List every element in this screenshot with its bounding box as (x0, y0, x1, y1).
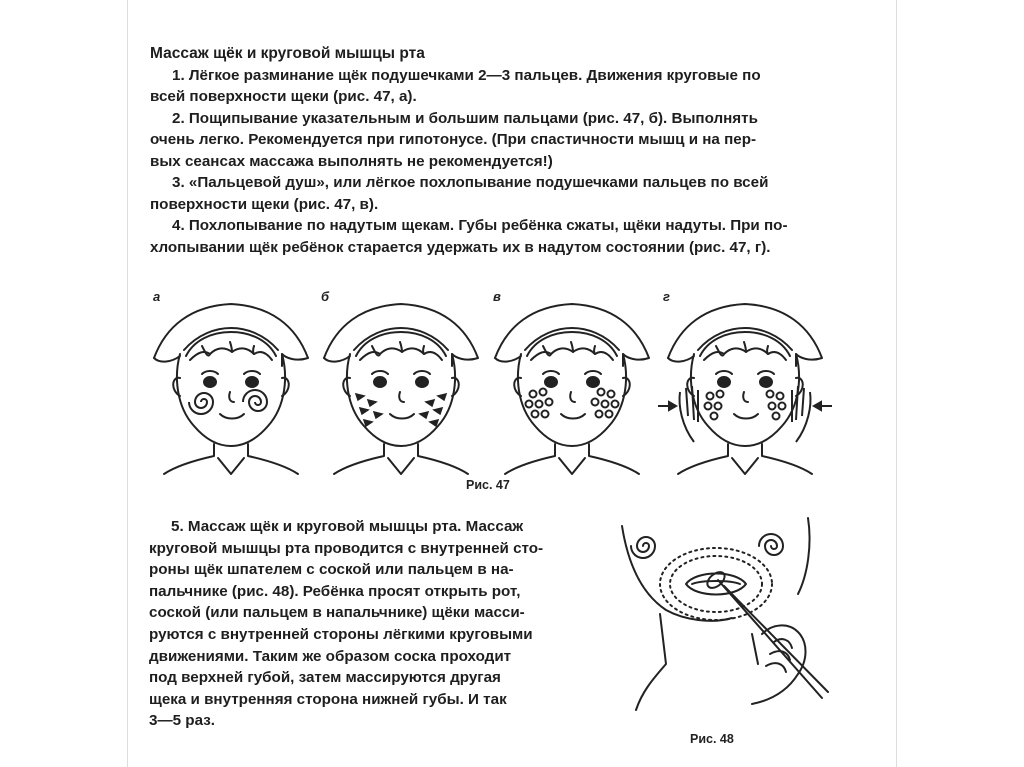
section-5-text (149, 516, 589, 732)
face-illustration-g (655, 296, 835, 476)
text-line: роны щёк шпателем с соской или пальцем в на- (149, 561, 514, 579)
text-line: вых сеансах массажа выполнять не рекомендуется!) (150, 152, 553, 170)
text-line: 5. Массаж щёк и круговой мышцы рта. Массаж (171, 518, 524, 535)
text-line: щека и внутренняя сторона нижней губы. И так (149, 690, 507, 708)
face-illustration-b (316, 296, 486, 476)
face-illustration-v (487, 296, 657, 476)
text-line: 1. Лёгкое разминание щёк подушечками 2—3 пальцев. Движения круговые по (172, 66, 761, 84)
figure-letter-g: г (663, 289, 670, 304)
figure-letter-v: в (493, 289, 501, 304)
text-line: поверхности щеки (рис. 47, в). (150, 195, 379, 213)
text-line: 3. «Пальцевой душ», или лёгкое похлопывание подушечками пальцев по всей (172, 174, 769, 191)
text-line: руются с внутренней стороны лёгкими круговыми (149, 625, 533, 643)
text-line: 3—5 раз. (149, 712, 215, 730)
figure-48-illustration (612, 514, 842, 724)
text-line: пальчнике (рис. 48). Ребёнка просят открыть рот, (149, 582, 521, 600)
figure-letter-b: б (321, 289, 330, 304)
figure-47-caption: Рис. 47 (466, 478, 510, 492)
figure-48-caption: Рис. 48 (690, 732, 734, 746)
text-line: 2. Пощипывание указательным и большим пальцами (рис. 47, б). Выполнять (172, 109, 758, 127)
text-line: всей поверхности щеки (рис. 47, а). (150, 88, 417, 105)
section-title: Массаж щёк и круговой мышцы рта (150, 45, 425, 62)
text-line: хлопывании щёк ребёнок старается удержать их в надутом состоянии (рис. 47, г). (150, 238, 771, 256)
text-line: круговой мышцы рта проводится с внутренней сто- (149, 539, 544, 557)
text-line: очень легко. Рекомендуется при гипотонусе. (При спастичности мышц и на пер- (150, 131, 757, 148)
text-line: движениями. Таким же образом соска проходит (149, 647, 512, 665)
figure-letter-a: а (153, 289, 161, 304)
face-illustration-a (146, 296, 316, 476)
text-line: под верхней губой, затем массируются другая (149, 669, 501, 687)
text-line: соской (или пальцем в напальчнике) щёки масси- (149, 604, 525, 622)
section-text (150, 43, 840, 258)
text-line: 4. Похлопывание по надутым щекам. Губы ребёнка сжаты, щёки надуты. При по- (172, 217, 788, 234)
